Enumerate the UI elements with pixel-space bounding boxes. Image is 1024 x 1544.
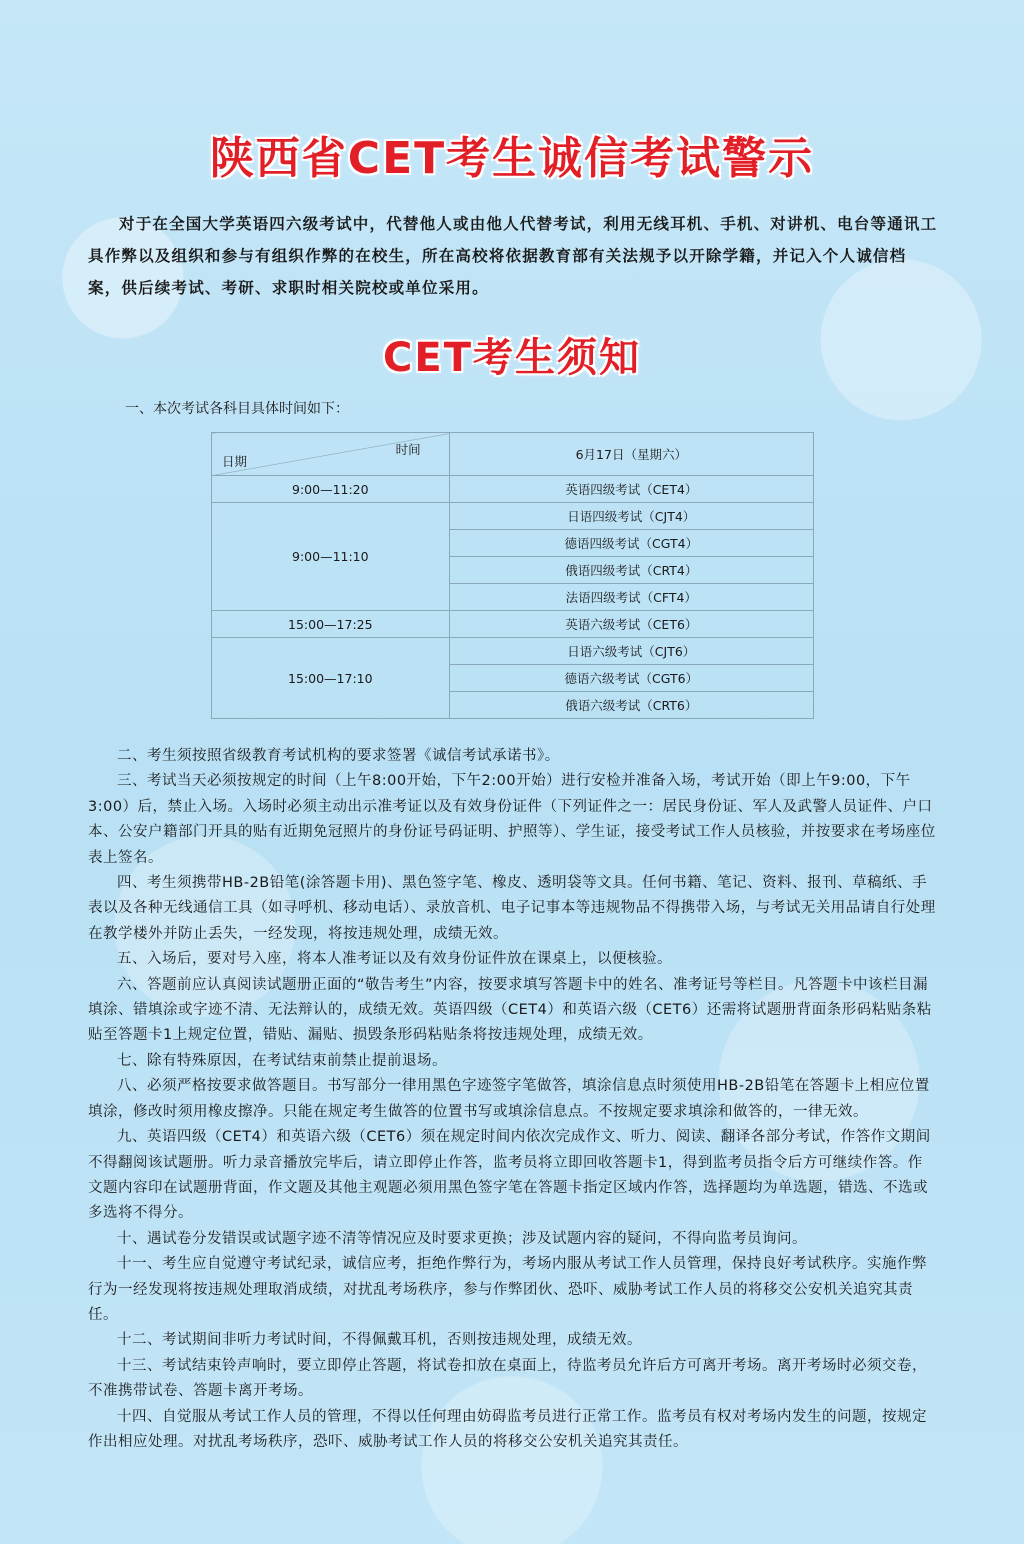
subject-cell: 俄语四级考试（CRT4） [449,557,813,584]
table-row [212,611,814,638]
diagonal-header-cell [212,433,450,476]
rule-item: 三、考试当天必须按规定的时间（上午8:00开始，下午2:00开始）进行安检并准备入场，考试开始（即上午9:00，下午3:00）后，禁止入场。入场时必须主动出示准考证以及有效身份证件（下列证件之一：居民身份证、军人及武警人员证件、户口本、公安户籍部门开具的贴有近期免冠照片的身份证号码证明、护照等）、学生证，接受考试工作人员核验，并按要求在考场座位表上签名。 [88,773,936,866]
rule-item: 九、英语四级（CET4）和英语六级（CET6）须在规定时间内依次完成作文、听力、阅读、翻译各部分考试，作答作文期间不得翻阅该试题册。听力录音播放完毕后，请立即停止作答，监考员将立即回收答题卡1，得到监考员指令后方可继续作答。作文题内容印在试题册背面，作文题及其他主观题必须用黑色签字笔在答题卡指定区域内作答，选择题均为单选题，错选、不选或多选将不得分。 [88,1129,931,1222]
subject-cell: 英语六级考试（CET6） [449,611,813,638]
date-column-header: 6月17日（星期六） [449,433,813,476]
time-slot-cell: 15:00—17:10 [212,638,450,719]
rule-item: 八、必须严格按要求做答题目。书写部分一律用黑色字迹签字笔做答，填涂信息点时须使用HB-2B铅笔在答题卡上相应位置填涂，修改时须用橡皮擦净。只能在规定考生做答的位置书写或填涂信息点。不按规定要求填涂和做答的，一律无效。 [88,1078,930,1120]
rule-item: 十一、考生应自觉遵守考试纪录，诚信应考，拒绝作弊行为，考场内服从考试工作人员管理，保持良好考试秩序。实施作弊行为一经发现将按违规处理取消成绩，对扰乱考场秩序，参与作弊团伙、恐吓、威胁考试工作人员的将移交公安机关追究其责任。 [88,1256,927,1323]
subject-cell: 德语六级考试（CGT6） [449,665,813,692]
time-slot-cell: 9:00—11:20 [212,476,450,503]
rules-list [88,744,936,1455]
page-title: 陕西省CET考生诚信考试警示 [209,133,815,184]
table-row [212,503,814,530]
subject-cell: 日语四级考试（CJT4） [449,503,813,530]
table-row [212,476,814,503]
subject-cell: 法语四级考试（CFT4） [449,584,813,611]
table-header-row [212,433,814,476]
exam-schedule-table [211,432,814,719]
rule-item: 四、考生须携带HB-2B铅笔(涂答题卡用)、黑色签字笔、橡皮、透明袋等文具。任何书籍、笔记、资料、报刊、草稿纸、手表以及各种无线通信工具（如寻呼机、移动电话）、录放音机、电子记事本等违规物品不得携带入场，与考试无关用品请自行处理在教学楼外并防止丢失，一经发现，将按违规处理，成绩无效。 [88,875,936,942]
subject-cell: 俄语六级考试（CRT6） [449,692,813,719]
notice-title: CET考生须知 [383,335,641,381]
rule-item: 六、答题前应认真阅读试题册正面的“敬告考生”内容，按要求填写答题卡中的姓名、准考证号等栏目。凡答题卡中该栏目漏填涂、错填涂或字迹不清、无法辩认的，成绩无效。英语四级（CET4）和英语六级（CET6）还需将试题册背面条形码粘贴条粘贴至答题卡1上规定位置，错贴、漏贴、损毁条形码粘贴条将按违规处理，成绩无效。 [88,976,932,1044]
rule-item: 七、除有特殊原因，在考试结束前禁止提前退场。 [117,1052,447,1069]
header-time-label: 时间 [395,442,421,457]
rule-item: 十、遇试卷分发错误或试题字迹不清等情况应及时要求更换；涉及试题内容的疑问，不得向监考员询问。 [117,1230,807,1247]
subject-cell: 德语四级考试（CGT4） [449,530,813,557]
integrity-warning [88,208,938,304]
time-slot-cell: 9:00—11:10 [212,503,450,611]
rule-item: 十三、考试结束铃声响时，要立即停止答题，将试卷扣放在桌面上，待监考员允许后方可离开考场。离开考场时必须交卷，不准携带试卷、答题卡离开考场。 [88,1357,927,1400]
subject-cell: 英语四级考试（CET4） [449,476,813,503]
table-row [212,638,814,665]
intro-paragraph: 对于在全国大学英语四六级考试中，代替他人或由他人代替考试，利用无线耳机、手机、对讲机、电台等通讯工具作弊以及组织和参与有组织作弊的在校生，所在高校将依据教育部有关法规予以开除学籍，并记入个人诚信档案，供后续考试、考研、求职时相关院校或单位采用。 [88,215,938,297]
rule-item: 十四、自觉服从考试工作人员的管理，不得以任何理由妨碍监考员进行正常工作。监考员有权对考场内发生的问题，按规定作出相应处理。对扰乱考场秩序，恐吓、威胁考试工作人员的将移交公安机关追究其责任。 [88,1408,927,1450]
section-one-heading: 一、本次考试各科目具体时间如下： [125,401,349,417]
rule-item: 二、考生须按照省级教育考试机构的要求签署《诚信考试承诺书》。 [117,748,560,764]
rule-item: 五、入场后，要对号入座，将本人准考证以及有效身份证件放在课桌上，以便核验。 [117,951,672,968]
subject-cell: 日语六级考试（CJT6） [449,638,813,665]
time-slot-cell: 15:00—17:25 [212,611,450,638]
rule-item: 十二、考试期间非听力考试时间，不得佩戴耳机，否则按违规处理，成绩无效。 [117,1332,642,1349]
header-date-label: 日期 [222,454,248,469]
